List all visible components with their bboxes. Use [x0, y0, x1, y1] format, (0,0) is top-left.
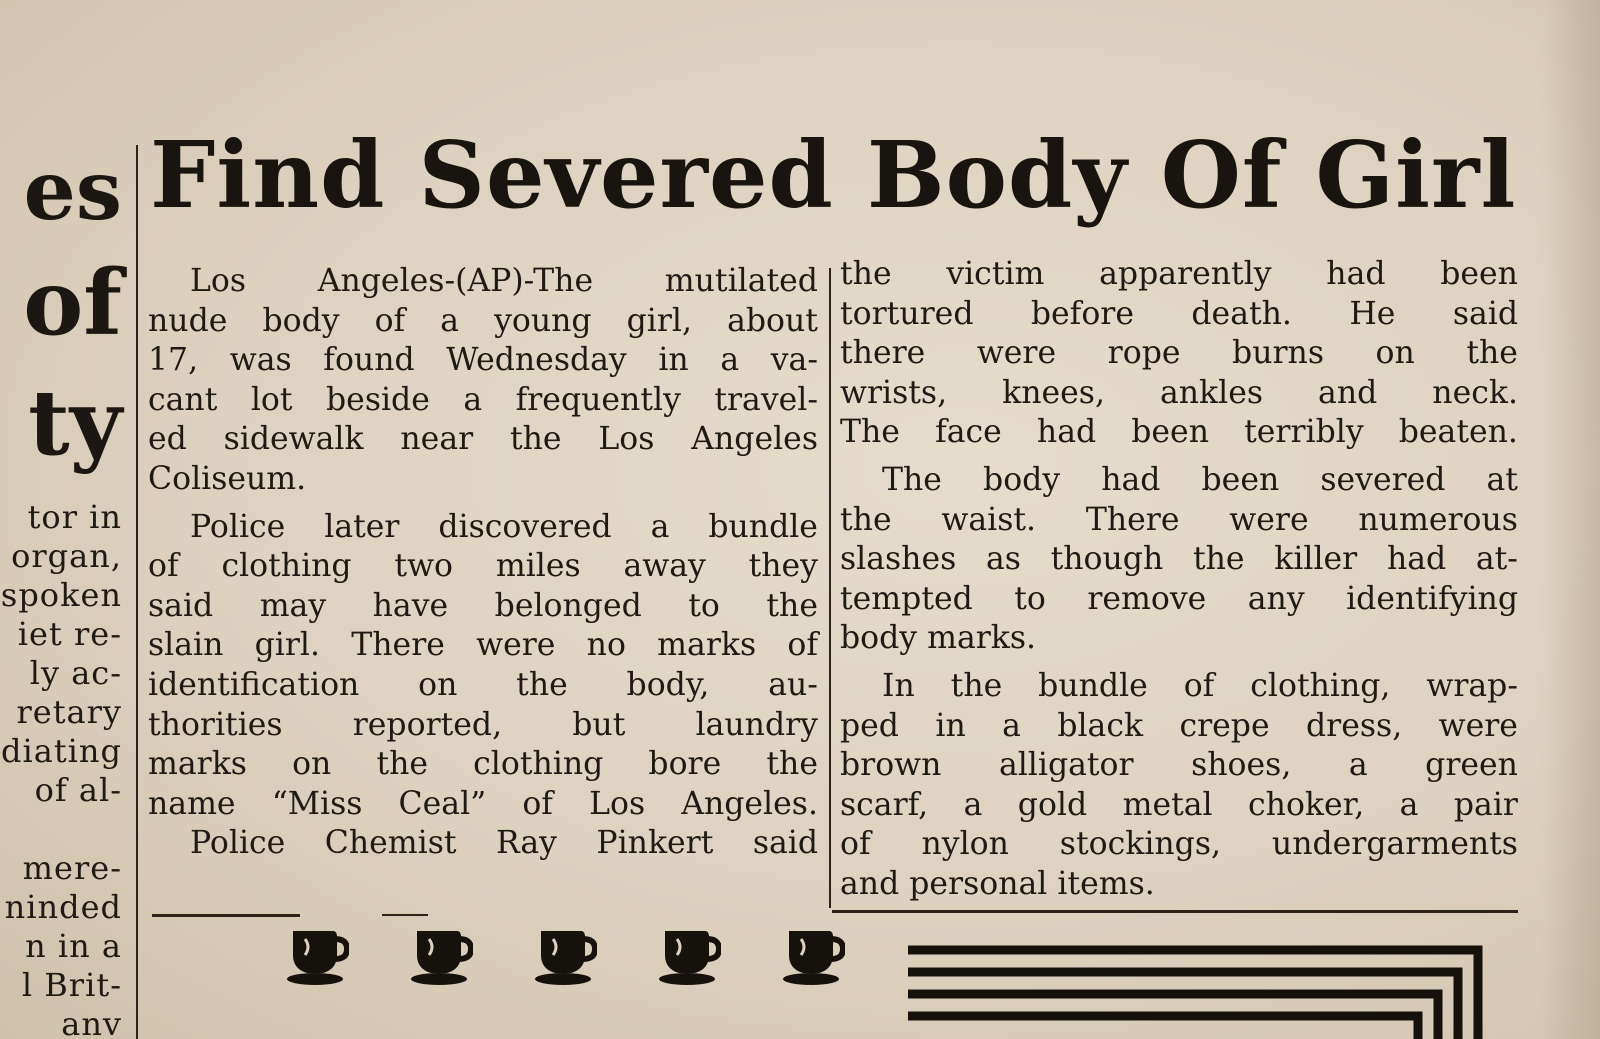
left-fragment-line: ly ac-: [29, 654, 122, 692]
coffee-cup-icon: [657, 925, 721, 987]
article-line: of clothing two miles away they: [148, 548, 818, 585]
left-fragment-heading-2: of: [23, 250, 122, 356]
left-fragment-line: n in a: [25, 927, 122, 965]
article-line: brown alligator shoes, a green: [840, 747, 1518, 784]
left-fragment-line: tor in: [27, 498, 122, 536]
article-line: Coliseum.: [148, 460, 307, 497]
article-line: Los Angeles-(AP)-The mutilated: [190, 263, 818, 299]
article-line: and personal items.: [840, 865, 1155, 902]
article-line: the waist. There were numerous: [840, 501, 1518, 538]
left-fragment-line: iet re-: [17, 615, 122, 653]
rule-under-column-1-b: [382, 914, 428, 916]
article-line: Police later discovered a bundle: [190, 508, 818, 545]
article-line: cant lot beside a frequently travel-: [148, 381, 818, 418]
coffee-cup-ornament-row: [285, 925, 845, 987]
left-fragment-heading-1: es: [23, 143, 122, 239]
article-line: marks on the clothing bore the: [148, 746, 818, 783]
decorative-border-stripes: [908, 940, 1528, 1039]
headline: Find Severed Body Of Girl: [150, 121, 1517, 229]
article-line: ped in a black crepe dress, were: [840, 707, 1518, 744]
left-fragment-line: anv: [61, 1005, 122, 1039]
article-line: slain girl. There were no marks of: [148, 627, 818, 664]
left-fragment-text: [1, 498, 122, 1039]
column-rule-left: [136, 145, 138, 1039]
article-line: there were rope burns on the: [840, 335, 1518, 372]
article-line: tortured before death. He said: [840, 295, 1518, 332]
article-column-1: [148, 262, 818, 864]
column-rule-middle: [829, 268, 831, 908]
paper-shadow: [1540, 0, 1600, 1039]
left-fragment-line: spoken: [0, 576, 122, 614]
rule-under-column-1-a: [152, 914, 300, 917]
article-line: body marks.: [840, 620, 1037, 657]
article-line: slashes as though the killer had at-: [840, 541, 1518, 578]
article-line: Police Chemist Ray Pinkert said: [190, 825, 818, 862]
left-fragment-line: ninded: [4, 888, 122, 926]
article-line: The face had been terribly beaten.: [840, 414, 1518, 451]
left-column-fragment: [0, 0, 128, 1039]
coffee-cup-icon: [781, 925, 845, 987]
left-fragment-line: of al-: [34, 771, 122, 809]
left-fragment-line: [1, 810, 122, 849]
article-line: The body had been severed at: [882, 461, 1518, 498]
article-line: nude body of a young girl, about: [148, 302, 818, 339]
article-line: 17, was found Wednesday in a va-: [148, 342, 818, 379]
article-line: ed sidewalk near the Los Angeles: [148, 421, 818, 458]
article-line: of nylon stockings, undergarments: [840, 826, 1518, 863]
article-line: the victim apparently had been: [840, 256, 1518, 292]
coffee-cup-icon: [533, 925, 597, 987]
left-fragment-line: mere-: [22, 849, 122, 887]
article-line: name “Miss Ceal” of Los Angeles.: [148, 785, 818, 822]
left-fragment-heading-3: ty: [28, 370, 122, 476]
coffee-cup-icon: [285, 925, 349, 987]
article-line: tempted to remove any identifying: [840, 580, 1518, 617]
left-fragment-line: organ,: [11, 537, 122, 575]
left-fragment-line: l Brit-: [21, 966, 122, 1004]
article-line: said may have belonged to the: [148, 587, 818, 624]
article-line: scarf, a gold metal choker, a pair: [840, 786, 1518, 823]
coffee-cup-icon: [409, 925, 473, 987]
article-line: thorities reported, but laundry: [148, 706, 818, 743]
article-column-2: [840, 255, 1518, 905]
article-line: wrists, knees, ankles and neck.: [840, 374, 1518, 411]
rule-under-column-2: [832, 910, 1518, 913]
article-line: In the bundle of clothing, wrap-: [882, 667, 1518, 704]
left-fragment-line: retary: [16, 693, 122, 731]
left-fragment-line: diating: [1, 732, 122, 770]
article-line: identification on the body, au-: [148, 666, 818, 703]
